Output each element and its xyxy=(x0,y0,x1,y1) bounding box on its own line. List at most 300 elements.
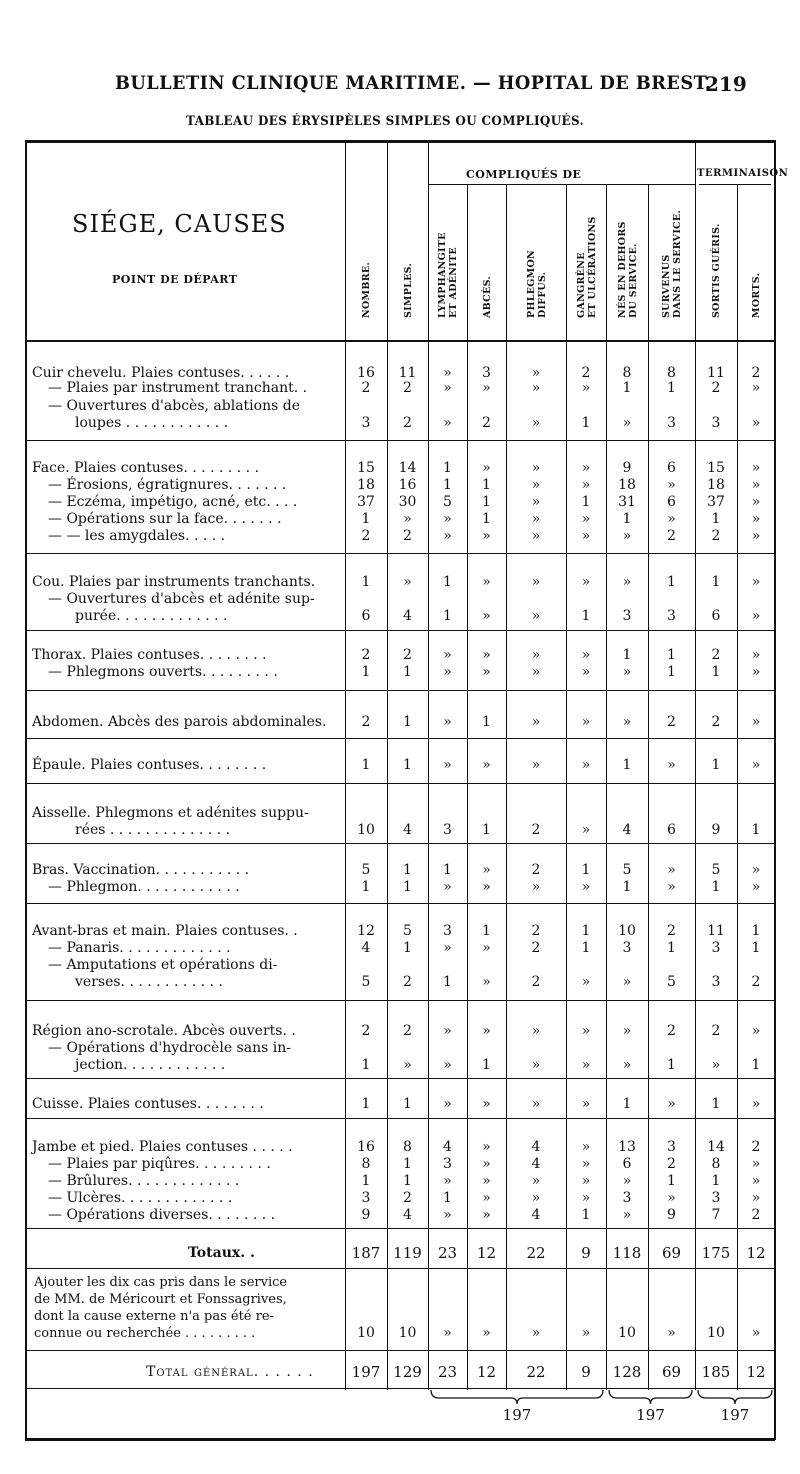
row-cell-2: 4 xyxy=(403,822,412,838)
row-cell-4: 3 xyxy=(482,365,491,381)
row-cell-1: 6 xyxy=(361,608,371,624)
row-cell-5: 2 xyxy=(531,822,541,838)
row-cell-5: » xyxy=(531,1173,541,1189)
row-cell-6: » xyxy=(581,1023,591,1039)
row-label: Cuisse. Plaies contuses. . . . . . . . xyxy=(32,1096,264,1112)
row-cell-7: » xyxy=(622,664,632,680)
row-cell-4: » xyxy=(482,1173,491,1189)
row-cell-1: 5 xyxy=(361,862,371,878)
row-cell-3: » xyxy=(443,380,452,396)
row-cell-3: 3 xyxy=(443,822,452,838)
row-cell-7: 5 xyxy=(622,862,632,878)
row-cell-6: » xyxy=(581,1190,591,1206)
row-cell-5: » xyxy=(531,528,541,544)
column-header-5: PHLEGMON xyxy=(525,249,537,318)
header-point-de-depart: POINT DE DÉPART xyxy=(112,273,238,286)
row-cell-6: » xyxy=(581,879,591,895)
row-cell-4: 1 xyxy=(482,477,491,493)
row-cell-4: » xyxy=(482,380,491,396)
row-cell-1: 1 xyxy=(361,879,371,895)
row-label: verses. . . . . . . . . . . . xyxy=(75,974,223,990)
row-cell-5: » xyxy=(531,714,541,730)
row-label: — Érosions, égratignures. . . . . . . xyxy=(48,477,287,493)
brace-3 xyxy=(698,1390,772,1404)
row-cell-10: » xyxy=(751,494,761,510)
row-cell-3: » xyxy=(443,415,452,431)
row-cell-1: 3 xyxy=(361,1190,371,1206)
totaux-cell-10: 12 xyxy=(746,1244,766,1262)
row-cell-8: 1 xyxy=(667,574,676,590)
row-label: — Plaies par piqûres. . . . . . . . . xyxy=(48,1156,271,1172)
row-label: — Phlegmons ouverts. . . . . . . . . xyxy=(48,664,278,680)
column-header-9: SORTIS GUÉRIS. xyxy=(711,223,722,318)
row-cell-7: » xyxy=(622,1207,632,1223)
row-label: loupes . . . . . . . . . . . . xyxy=(75,415,229,431)
row-cell-1: 8 xyxy=(361,1156,371,1172)
ajouter-line-1: Ajouter les dix cas pris dans le service xyxy=(34,1275,288,1290)
row-cell-8: » xyxy=(667,879,676,895)
total-general-cell-10: 12 xyxy=(746,1363,766,1381)
row-label: — Plaies par instrument tranchant. . xyxy=(48,380,308,396)
row-cell-5: » xyxy=(531,1096,541,1112)
brace-total-1: 197 xyxy=(502,1406,532,1424)
row-cell-7: 3 xyxy=(622,1190,632,1206)
row-cell-10: » xyxy=(751,415,761,431)
row-cell-1: 1 xyxy=(361,1096,371,1112)
row-cell-6: » xyxy=(581,822,591,838)
row-cell-6: » xyxy=(581,1096,591,1112)
row-cell-2: 1 xyxy=(403,862,412,878)
column-header-2: SIMPLES. xyxy=(402,262,414,318)
row-cell-6: » xyxy=(581,477,591,493)
row-cell-9: » xyxy=(711,1057,721,1073)
row-cell-6: 1 xyxy=(581,494,591,510)
ajouter-line-4: connue ou recherchée . . . . . . . . . xyxy=(34,1326,256,1341)
row-cell-9: 18 xyxy=(707,477,725,493)
row-cell-10: » xyxy=(751,608,761,624)
row-label: Épaule. Plaies contuses. . . . . . . . xyxy=(32,757,267,773)
row-cell-9: 14 xyxy=(707,1139,725,1155)
row-cell-6: » xyxy=(581,757,591,773)
row-cell-7: » xyxy=(622,415,632,431)
ajouter-line-3: dont la cause externe n'a pas été re- xyxy=(34,1309,274,1324)
ajouter-cell-5: » xyxy=(531,1325,541,1341)
row-cell-10: » xyxy=(751,664,761,680)
row-cell-3: 1 xyxy=(443,974,452,990)
row-cell-7: 9 xyxy=(622,460,632,476)
row-cell-1: 2 xyxy=(361,528,371,544)
row-cell-4: » xyxy=(482,940,491,956)
totaux-cell-2: 119 xyxy=(393,1244,422,1262)
row-cell-4: 1 xyxy=(482,494,491,510)
row-cell-2: 1 xyxy=(403,664,412,680)
row-cell-8: 1 xyxy=(667,1057,676,1073)
totaux-cell-8: 69 xyxy=(661,1244,682,1262)
column-header-3: LYMPHANGITE xyxy=(437,232,448,318)
row-cell-8: 6 xyxy=(667,494,676,510)
column-header-4: ABCÈS. xyxy=(481,275,493,318)
row-cell-6: » xyxy=(581,1156,591,1172)
row-cell-10: » xyxy=(751,1023,761,1039)
row-cell-8: » xyxy=(667,1190,676,1206)
row-cell-3: » xyxy=(443,664,452,680)
row-label: — Panaris. . . . . . . . . . . . . xyxy=(48,940,231,956)
row-cell-9: 3 xyxy=(711,974,721,990)
row-cell-5: » xyxy=(531,757,541,773)
row-cell-8: 1 xyxy=(667,647,676,663)
row-cell-8: 1 xyxy=(667,940,676,956)
row-cell-9: 7 xyxy=(711,1207,721,1223)
row-cell-5: » xyxy=(531,1023,541,1039)
row-cell-8: 1 xyxy=(667,1173,676,1189)
row-cell-2: 1 xyxy=(403,1156,412,1172)
ajouter-cell-4: » xyxy=(482,1325,491,1341)
row-cell-2: 1 xyxy=(403,1096,412,1112)
row-cell-10: » xyxy=(751,1173,761,1189)
row-cell-9: 3 xyxy=(711,940,721,956)
row-cell-2: » xyxy=(403,1057,412,1073)
row-cell-2: 1 xyxy=(403,757,412,773)
row-cell-9: 11 xyxy=(707,365,725,381)
row-label: Avant-bras et main. Plaies contuses. . xyxy=(32,923,298,939)
row-cell-4: » xyxy=(482,1190,491,1206)
row-cell-6: 1 xyxy=(581,415,591,431)
row-label: purée. . . . . . . . . . . . . xyxy=(75,608,228,624)
row-cell-4: » xyxy=(482,528,491,544)
row-cell-4: » xyxy=(482,879,491,895)
row-cell-5: » xyxy=(531,574,541,590)
row-cell-10: » xyxy=(751,380,761,396)
row-cell-2: 1 xyxy=(403,1173,412,1189)
row-cell-4: 2 xyxy=(482,415,491,431)
row-cell-3: » xyxy=(443,1023,452,1039)
row-cell-10: » xyxy=(751,528,761,544)
row-cell-3: 1 xyxy=(443,608,452,624)
row-cell-9: 1 xyxy=(711,664,721,680)
row-cell-7: 10 xyxy=(618,923,636,939)
row-cell-3: » xyxy=(443,1057,452,1073)
row-cell-10: » xyxy=(751,862,761,878)
row-cell-3: » xyxy=(443,714,452,730)
row-cell-10: » xyxy=(751,757,761,773)
row-cell-8: » xyxy=(667,1096,676,1112)
row-cell-9: 2 xyxy=(711,714,721,730)
row-cell-8: 2 xyxy=(667,923,676,939)
row-cell-2: 30 xyxy=(398,494,417,510)
row-cell-3: » xyxy=(443,1173,452,1189)
row-cell-7: 6 xyxy=(622,1156,632,1172)
row-cell-6: » xyxy=(581,664,591,680)
row-cell-1: 1 xyxy=(361,1057,371,1073)
header-group-terminaison: TERMINAISON xyxy=(697,168,789,179)
row-label: Bras. Vaccination. . . . . . . . . . . xyxy=(32,862,250,878)
brace-2 xyxy=(609,1390,692,1404)
row-cell-3: 4 xyxy=(443,1139,452,1155)
row-cell-1: 4 xyxy=(361,940,371,956)
ajouter-line-2: de MM. de Méricourt et Fonssagrives, xyxy=(34,1292,287,1307)
row-cell-5: » xyxy=(531,608,541,624)
row-label: — Opérations diverses. . . . . . . . xyxy=(48,1207,276,1223)
row-cell-6: » xyxy=(581,1139,591,1155)
row-label: — Ouvertures d'abcès et adénite sup- xyxy=(48,591,315,607)
row-cell-2: 2 xyxy=(403,1023,412,1039)
row-cell-1: 12 xyxy=(357,923,375,939)
row-cell-7: 13 xyxy=(618,1139,636,1155)
column-header-6: ET ULCÉRATIONS xyxy=(586,216,598,318)
row-label: jection. . . . . . . . . . . . xyxy=(75,1057,226,1073)
row-cell-10: » xyxy=(751,714,761,730)
header-group-compliques: COMPLIQUÉS DE xyxy=(466,168,582,181)
row-cell-2: 8 xyxy=(403,1139,412,1155)
row-label: Cuir chevelu. Plaies contuses. . . . . . xyxy=(32,365,290,381)
brace-total-3: 197 xyxy=(720,1406,750,1424)
row-cell-1: 5 xyxy=(361,974,371,990)
row-cell-10: 1 xyxy=(751,923,761,939)
totaux-cell-1: 187 xyxy=(351,1244,381,1262)
row-cell-2: » xyxy=(403,574,412,590)
row-cell-4: » xyxy=(482,1096,491,1112)
row-cell-10: 2 xyxy=(751,1139,761,1155)
row-cell-4: » xyxy=(482,974,491,990)
ajouter-cell-8: » xyxy=(667,1325,676,1341)
row-cell-3: 1 xyxy=(443,574,452,590)
totaux-cell-9: 175 xyxy=(701,1244,731,1262)
totaux-cell-7: 118 xyxy=(612,1244,642,1262)
row-cell-5: » xyxy=(531,647,541,663)
row-cell-2: 4 xyxy=(403,1207,412,1223)
row-cell-10: 1 xyxy=(751,940,761,956)
row-cell-1: 2 xyxy=(361,714,371,730)
row-cell-9: 2 xyxy=(711,380,721,396)
row-cell-2: 5 xyxy=(403,923,412,939)
column-header-1: NOMBRE. xyxy=(361,261,372,318)
row-cell-8: 1 xyxy=(667,664,676,680)
row-cell-4: » xyxy=(482,1156,491,1172)
ajouter-cell-9: 10 xyxy=(707,1325,725,1341)
row-cell-10: 1 xyxy=(751,822,761,838)
row-cell-7: 1 xyxy=(622,511,632,527)
row-cell-1: 16 xyxy=(357,1139,375,1155)
row-cell-5: » xyxy=(531,664,541,680)
row-cell-3: » xyxy=(443,757,452,773)
row-cell-8: » xyxy=(667,757,676,773)
row-label: Thorax. Plaies contuses. . . . . . . . xyxy=(32,647,267,663)
row-cell-7: » xyxy=(622,1057,632,1073)
row-cell-9: 3 xyxy=(711,1190,721,1206)
row-cell-5: 2 xyxy=(531,923,541,939)
row-cell-5: 4 xyxy=(531,1207,541,1223)
row-cell-3: » xyxy=(443,365,452,381)
row-label: — Ulcères. . . . . . . . . . . . . xyxy=(48,1190,233,1206)
row-label: Jambe et pied. Plaies contuses . . . . . xyxy=(32,1139,293,1155)
row-cell-6: » xyxy=(581,714,591,730)
row-cell-2: 1 xyxy=(403,879,412,895)
row-cell-8: 3 xyxy=(667,1139,676,1155)
row-cell-2: 2 xyxy=(403,1190,412,1206)
brace-total-2: 197 xyxy=(636,1406,665,1424)
row-cell-8: 9 xyxy=(667,1207,676,1223)
row-cell-7: 1 xyxy=(622,879,632,895)
row-cell-3: » xyxy=(443,1096,452,1112)
running-head: BULLETIN CLINIQUE MARITIME. — HOPITAL DE BREST. xyxy=(115,72,712,94)
total-general-cell-5: 22 xyxy=(526,1363,546,1381)
row-cell-4: 1 xyxy=(482,923,491,939)
total-general-cell-4: 12 xyxy=(476,1363,497,1381)
row-cell-7: » xyxy=(622,714,632,730)
row-cell-1: 15 xyxy=(357,460,375,476)
total-general-cell-2: 129 xyxy=(393,1363,422,1381)
row-cell-8: 2 xyxy=(667,1023,676,1039)
row-cell-1: 1 xyxy=(361,574,371,590)
total-general-cell-7: 128 xyxy=(612,1363,642,1381)
row-cell-4: » xyxy=(482,1139,491,1155)
row-cell-7: » xyxy=(622,1023,632,1039)
row-cell-3: 1 xyxy=(443,477,452,493)
row-cell-1: 37 xyxy=(357,494,375,510)
column-header-8: DANS LE SERVICE. xyxy=(672,209,683,318)
row-cell-7: 1 xyxy=(622,380,632,396)
row-cell-9: 1 xyxy=(711,879,721,895)
row-cell-9: 11 xyxy=(707,923,725,939)
row-cell-7: 31 xyxy=(618,494,636,510)
total-general-cell-3: 23 xyxy=(437,1363,458,1381)
row-cell-4: 1 xyxy=(482,1057,491,1073)
row-cell-4: » xyxy=(482,757,491,773)
row-cell-6: » xyxy=(581,511,591,527)
row-cell-1: 1 xyxy=(361,1173,371,1189)
row-cell-5: » xyxy=(531,477,541,493)
row-label: — Opérations sur la face. . . . . . . xyxy=(48,511,282,527)
row-cell-7: » xyxy=(622,974,632,990)
row-cell-5: » xyxy=(531,365,541,381)
row-cell-10: 1 xyxy=(751,1057,761,1073)
row-cell-2: 1 xyxy=(403,940,412,956)
row-cell-8: » xyxy=(667,862,676,878)
row-cell-5: 2 xyxy=(531,862,541,878)
row-cell-1: 16 xyxy=(357,365,375,381)
row-cell-3: » xyxy=(443,879,452,895)
row-cell-6: » xyxy=(581,1057,591,1073)
row-cell-6: » xyxy=(581,574,591,590)
row-cell-8: 1 xyxy=(667,380,676,396)
row-cell-6: 1 xyxy=(581,608,591,624)
row-cell-7: 4 xyxy=(622,822,632,838)
row-cell-3: » xyxy=(443,511,452,527)
row-cell-3: 1 xyxy=(443,1190,452,1206)
row-cell-4: » xyxy=(482,664,491,680)
row-cell-5: » xyxy=(531,879,541,895)
row-cell-3: » xyxy=(443,940,452,956)
row-cell-5: » xyxy=(531,494,541,510)
row-cell-9: 1 xyxy=(711,757,721,773)
header-siege: SIÉGE, CAUSES xyxy=(72,210,287,238)
column-header-3: ET ADÉNITE xyxy=(448,247,459,318)
row-cell-6: » xyxy=(581,528,591,544)
row-cell-9: 1 xyxy=(711,574,721,590)
row-cell-4: » xyxy=(482,574,491,590)
ajouter-cell-1: 10 xyxy=(357,1325,375,1341)
row-cell-4: » xyxy=(482,1023,491,1039)
row-cell-6: 1 xyxy=(581,862,591,878)
row-cell-9: 6 xyxy=(711,608,721,624)
totaux-cell-4: 12 xyxy=(476,1244,497,1262)
row-cell-5: 2 xyxy=(531,940,541,956)
ajouter-cell-2: 10 xyxy=(398,1325,417,1341)
row-cell-7: 3 xyxy=(622,608,632,624)
total-general-cell-1: 197 xyxy=(351,1363,381,1381)
row-cell-8: » xyxy=(667,477,676,493)
row-label: — Eczéma, impétigo, acné, etc. . . . xyxy=(48,494,298,510)
row-cell-4: » xyxy=(482,1207,491,1223)
row-cell-6: » xyxy=(581,974,591,990)
row-cell-7: 3 xyxy=(622,940,632,956)
row-cell-3: » xyxy=(443,1207,452,1223)
totaux-cell-5: 22 xyxy=(526,1244,546,1262)
row-cell-4: » xyxy=(482,647,491,663)
row-cell-5: » xyxy=(531,511,541,527)
row-cell-10: » xyxy=(751,1096,761,1112)
row-cell-2: 4 xyxy=(403,608,412,624)
row-cell-1: 1 xyxy=(361,511,371,527)
row-cell-1: 2 xyxy=(361,1023,371,1039)
totaux-label: Totaux. . xyxy=(188,1245,255,1261)
row-cell-3: 3 xyxy=(443,923,452,939)
totaux-cell-3: 23 xyxy=(437,1244,458,1262)
row-cell-1: 2 xyxy=(361,380,371,396)
row-cell-1: 2 xyxy=(361,647,371,663)
row-cell-2: 2 xyxy=(403,647,412,663)
row-cell-1: 1 xyxy=(361,664,371,680)
row-cell-6: 2 xyxy=(581,365,591,381)
row-cell-9: 1 xyxy=(711,1096,721,1112)
brace-1 xyxy=(431,1390,603,1404)
row-cell-6: » xyxy=(581,1173,591,1189)
row-cell-9: 2 xyxy=(711,1023,721,1039)
page-number: 219 xyxy=(705,72,747,96)
row-cell-1: 9 xyxy=(361,1207,371,1223)
row-cell-7: 1 xyxy=(622,647,632,663)
row-cell-7: 8 xyxy=(622,365,632,381)
row-cell-3: » xyxy=(443,647,452,663)
row-cell-2: 1 xyxy=(403,714,412,730)
row-cell-9: 9 xyxy=(711,822,721,838)
row-cell-3: 5 xyxy=(443,494,452,510)
row-cell-4: » xyxy=(482,608,491,624)
row-cell-5: » xyxy=(531,380,541,396)
row-label: — Opérations d'hydrocèle sans in- xyxy=(48,1040,291,1056)
row-label: Face. Plaies contuses. . . . . . . . . xyxy=(32,460,260,476)
row-cell-7: » xyxy=(622,1173,632,1189)
ajouter-cell-7: 10 xyxy=(618,1325,636,1341)
row-cell-5: » xyxy=(531,415,541,431)
column-header-8: SURVENUS xyxy=(661,254,672,318)
row-cell-2: 11 xyxy=(398,365,417,381)
row-cell-5: 2 xyxy=(531,974,541,990)
row-cell-4: » xyxy=(482,460,491,476)
row-cell-1: 3 xyxy=(361,415,371,431)
row-cell-3: 1 xyxy=(443,862,452,878)
column-header-7: DU SERVICE. xyxy=(627,243,639,318)
row-cell-7: » xyxy=(622,574,632,590)
row-cell-9: 37 xyxy=(707,494,725,510)
row-label: Aisselle. Phlegmons et adénites suppu- xyxy=(32,805,309,821)
row-cell-2: 16 xyxy=(398,477,417,493)
row-cell-1: 10 xyxy=(357,822,375,838)
row-cell-8: 3 xyxy=(667,608,676,624)
row-cell-9: 5 xyxy=(711,862,721,878)
total-general-cell-9: 185 xyxy=(701,1363,731,1381)
column-header-10: MORTS. xyxy=(751,272,762,318)
